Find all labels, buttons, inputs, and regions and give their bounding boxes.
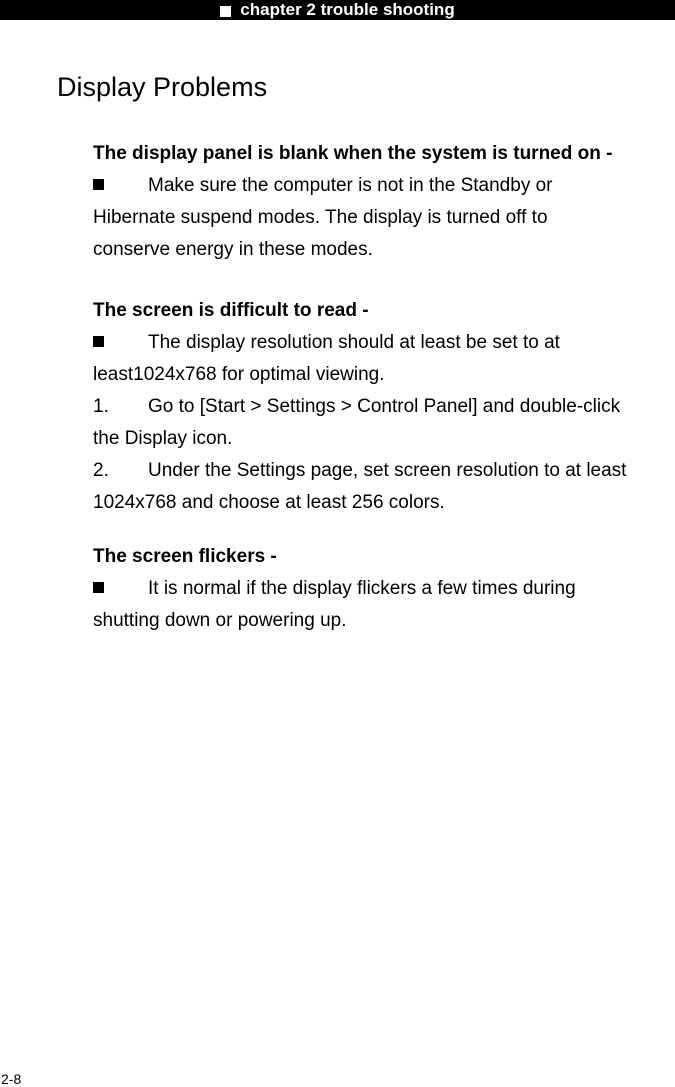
section-difficult-to-read <box>93 295 675 519</box>
section-heading: The display panel is blank when the system is turned on - <box>93 143 613 164</box>
item-text-line: Under the Settings page, set screen resolution to at least <box>148 460 627 481</box>
list-item <box>93 391 675 455</box>
item-text-line: the Display icon. <box>93 428 233 449</box>
item-text-line: least1024x768 for optimal viewing. <box>93 364 385 385</box>
section-blank-display <box>93 138 675 266</box>
chapter-header-bar <box>0 0 675 20</box>
item-text-line: 1024x768 and choose at least 256 colors. <box>93 492 445 513</box>
section-heading: The screen flickers - <box>93 546 277 567</box>
item-text-line: The display resolution should at least be set to at <box>148 332 560 353</box>
item-text-line: It is normal if the display flickers a few times during <box>148 578 576 599</box>
square-bullet-icon <box>93 179 104 190</box>
item-text-line: Hibernate suspend modes. The display is turned off to <box>93 207 548 228</box>
section-screen-flickers <box>93 541 675 637</box>
item-text-line: conserve energy in these modes. <box>93 239 373 260</box>
page-title: Display Problems <box>57 72 268 102</box>
step-number: 1. <box>93 396 109 417</box>
section-heading: The screen is difficult to read - <box>93 300 369 321</box>
item-text-line: Go to [Start > Settings > Control Panel] and double-click <box>148 396 621 417</box>
list-item <box>93 573 675 637</box>
bullet-marker <box>93 327 148 359</box>
page-number: 2-8 <box>1 1071 22 1087</box>
square-bullet-icon <box>93 582 104 593</box>
square-bullet-icon <box>93 336 104 347</box>
list-item <box>93 170 675 266</box>
list-item <box>93 327 675 391</box>
chapter-title: chapter 2 trouble shooting <box>240 0 455 19</box>
bullet-marker <box>93 573 148 605</box>
list-item <box>93 455 675 519</box>
item-text-line: shutting down or powering up. <box>93 610 347 631</box>
step-number: 2. <box>93 460 109 481</box>
item-text-line: Make sure the computer is not in the Standby or <box>148 175 553 196</box>
bullet-marker <box>93 170 148 202</box>
square-bullet-icon <box>220 6 231 17</box>
